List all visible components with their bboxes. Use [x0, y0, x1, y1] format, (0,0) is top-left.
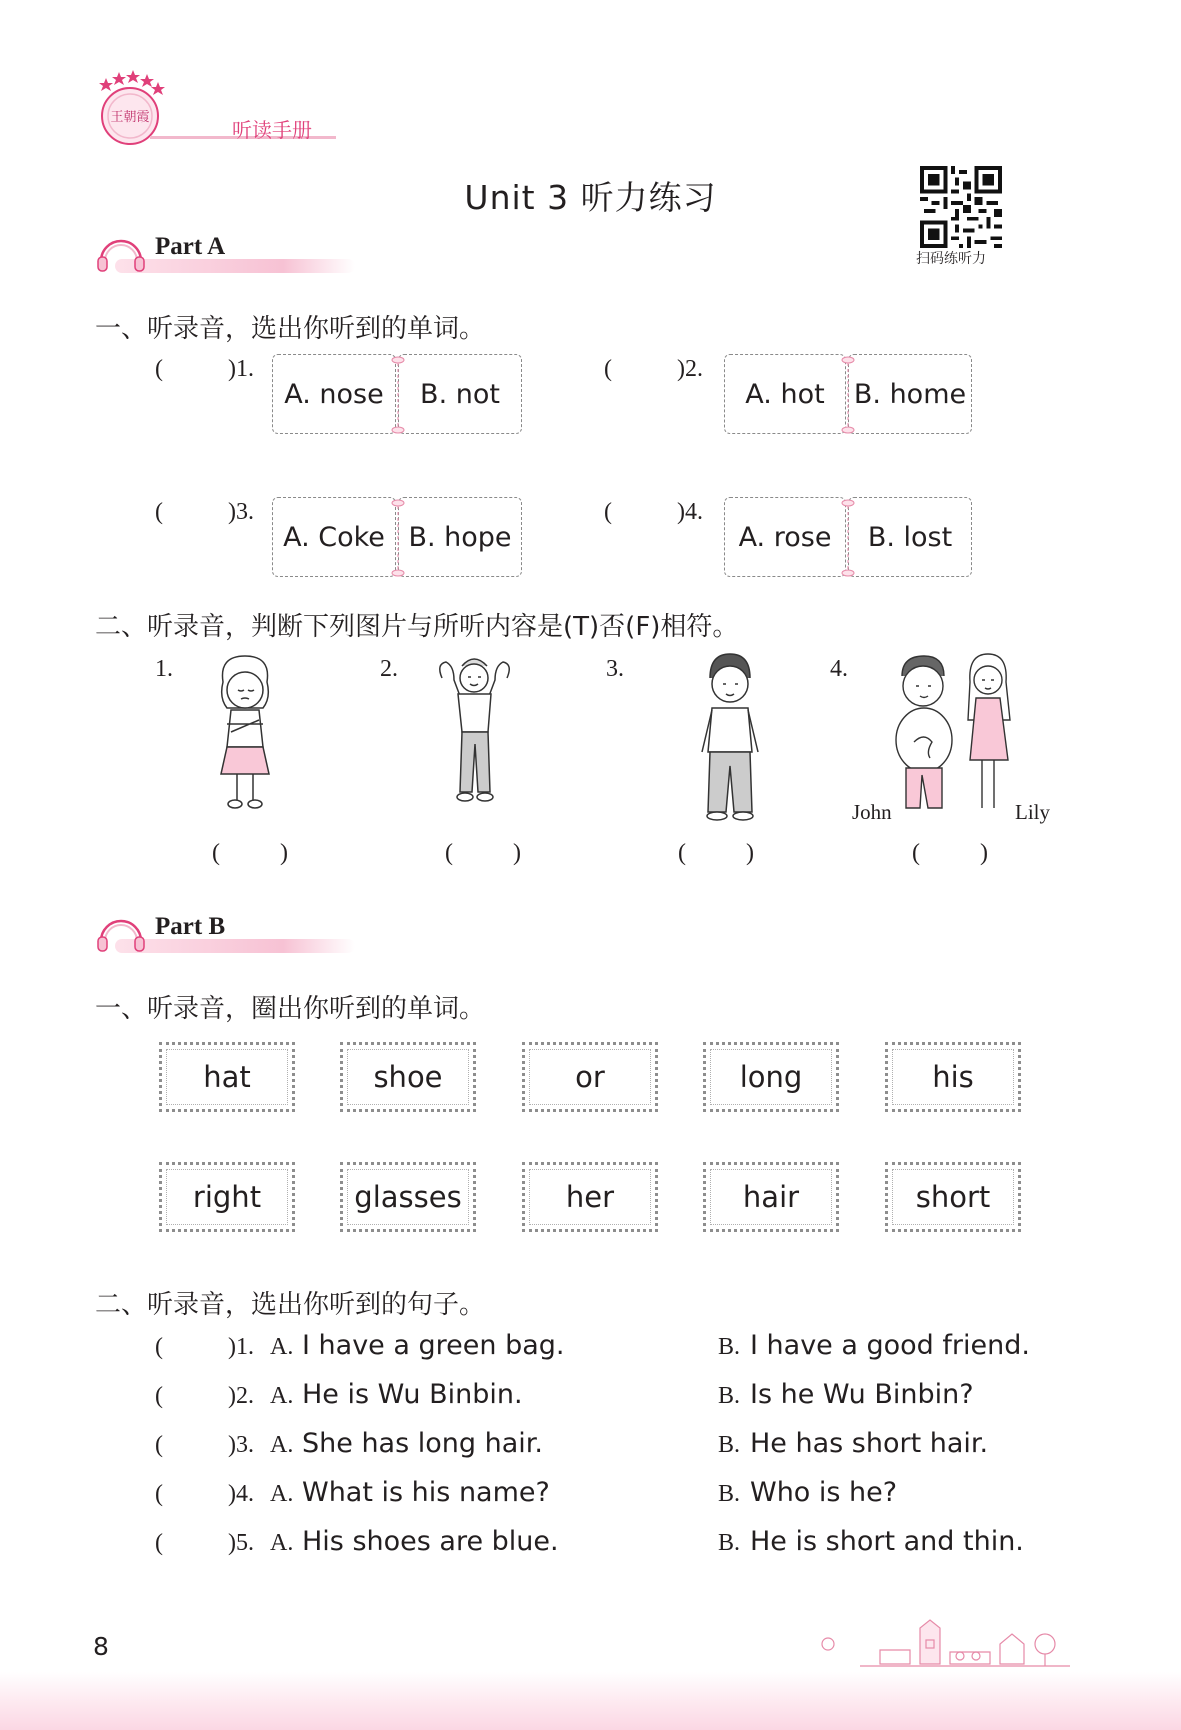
qr-code-icon[interactable]	[920, 166, 1002, 248]
part-a-badge: Part A	[95, 225, 275, 277]
question-number: )3.	[228, 499, 254, 525]
option-a-sentence[interactable]: I have a green bag.	[302, 1330, 565, 1361]
word-box[interactable]: glasses	[340, 1162, 476, 1232]
answer-paren[interactable]: ( )	[445, 840, 521, 866]
page-title: Unit 3 听力练习	[464, 178, 717, 217]
option-b[interactable]: B. home	[848, 354, 972, 434]
option-b-label: B.	[718, 1481, 741, 1507]
option-a-sentence[interactable]: She has long hair.	[302, 1428, 543, 1459]
strong-boy-flexing-illustration	[432, 652, 517, 817]
option-b[interactable]: B. lost	[848, 497, 972, 577]
option-a[interactable]: A. rose	[724, 497, 846, 577]
picture-number: 4.	[830, 656, 848, 682]
option-a-label: A.	[270, 1334, 294, 1360]
option-b-sentence[interactable]: He is short and thin.	[750, 1526, 1024, 1557]
answer-paren[interactable]: ( )	[912, 840, 988, 866]
option-a-sentence[interactable]: His shoes are blue.	[302, 1526, 559, 1557]
label-john: John	[852, 800, 892, 824]
boy-standing-illustration	[690, 652, 770, 827]
question-number: )4.	[228, 1481, 254, 1507]
question-number: )1.	[228, 1334, 254, 1360]
clip-icon	[391, 352, 405, 438]
answer-paren: (	[155, 499, 163, 525]
option-b-sentence[interactable]: Is he Wu Binbin?	[750, 1379, 974, 1410]
answer-paren[interactable]: (	[155, 1481, 163, 1507]
answer-paren[interactable]: ( )	[678, 840, 754, 866]
sentence-row	[0, 1526, 1181, 1566]
answer-paren[interactable]: (	[155, 1383, 163, 1409]
option-b-label: B.	[718, 1334, 741, 1360]
option-a-label: A.	[270, 1383, 294, 1409]
answer-paren[interactable]: ( )	[212, 840, 288, 866]
option-a[interactable]: A. Coke	[272, 497, 396, 577]
word-box[interactable]: shoe	[340, 1042, 476, 1112]
question-number: )1.	[228, 356, 254, 382]
part-b-section-2-title: 二、听录音，选出你听到的句子。	[95, 1290, 486, 1320]
clip-icon	[841, 495, 855, 581]
answer-paren[interactable]: (	[155, 1530, 163, 1556]
word-box[interactable]: or	[522, 1042, 658, 1112]
page-number: 8	[93, 1632, 109, 1661]
word-box[interactable]: his	[885, 1042, 1021, 1112]
option-b-sentence[interactable]: I have a good friend.	[750, 1330, 1030, 1361]
question-number: )2.	[228, 1383, 254, 1409]
label-lily: Lily	[1015, 800, 1050, 824]
word-box[interactable]: her	[522, 1162, 658, 1232]
clip-icon	[841, 352, 855, 438]
footer-band	[0, 1672, 1181, 1730]
part-b-badge: Part B	[95, 905, 275, 957]
answer-paren[interactable]: (	[155, 1432, 163, 1458]
sentence-row	[0, 1379, 1181, 1419]
clip-icon	[391, 495, 405, 581]
headphones-icon	[95, 909, 147, 955]
qr-caption: 扫码练听力	[916, 251, 986, 267]
option-a-sentence[interactable]: What is his name?	[302, 1477, 550, 1508]
sentence-row	[0, 1330, 1181, 1370]
answer-paren: (	[155, 356, 163, 382]
option-a[interactable]: A. nose	[272, 354, 396, 434]
question-number: )3.	[228, 1432, 254, 1458]
word-box[interactable]: right	[159, 1162, 295, 1232]
option-a[interactable]: A. hot	[724, 354, 846, 434]
answer-paren[interactable]: (	[155, 1334, 163, 1360]
option-b-label: B.	[718, 1530, 741, 1556]
john-and-lily-illustration	[890, 650, 1020, 825]
option-b-sentence[interactable]: He has short hair.	[750, 1428, 989, 1459]
word-box[interactable]: long	[703, 1042, 839, 1112]
option-a-label: A.	[270, 1481, 294, 1507]
answer-paren: (	[604, 356, 612, 382]
option-b-label: B.	[718, 1432, 741, 1458]
part-a-section-1-title: 一、听录音，选出你听到的单词。	[95, 314, 486, 344]
option-b[interactable]: B. hope	[398, 497, 522, 577]
part-b-section-1-title: 一、听录音，圈出你听到的单词。	[95, 994, 486, 1024]
picture-number: 2.	[380, 656, 398, 682]
answer-paren: (	[604, 499, 612, 525]
option-a-label: A.	[270, 1530, 294, 1556]
option-b-sentence[interactable]: Who is he?	[750, 1477, 898, 1508]
picture-number: 3.	[606, 656, 624, 682]
girl-arms-crossed-illustration	[205, 652, 285, 817]
picture-number: 1.	[155, 656, 173, 682]
word-box[interactable]: short	[885, 1162, 1021, 1232]
sentence-row	[0, 1477, 1181, 1517]
svg-text:王朝霞: 王朝霞	[110, 110, 150, 125]
word-box[interactable]: hat	[159, 1042, 295, 1112]
part-a-section-2-title: 二、听录音，判断下列图片与所听内容是(T)否(F)相符。	[95, 612, 739, 642]
option-b-label: B.	[718, 1383, 741, 1409]
question-number: )4.	[677, 499, 703, 525]
question-number: )5.	[228, 1530, 254, 1556]
question-number: )2.	[677, 356, 703, 382]
town-decoration-icon	[800, 1614, 1080, 1674]
option-a-sentence[interactable]: He is Wu Binbin.	[302, 1379, 523, 1410]
word-box[interactable]: hair	[703, 1162, 839, 1232]
headphones-icon	[95, 229, 147, 275]
option-b[interactable]: B. not	[398, 354, 522, 434]
sentence-row	[0, 1428, 1181, 1468]
header-label: 听读手册	[232, 118, 312, 142]
option-a-label: A.	[270, 1432, 294, 1458]
